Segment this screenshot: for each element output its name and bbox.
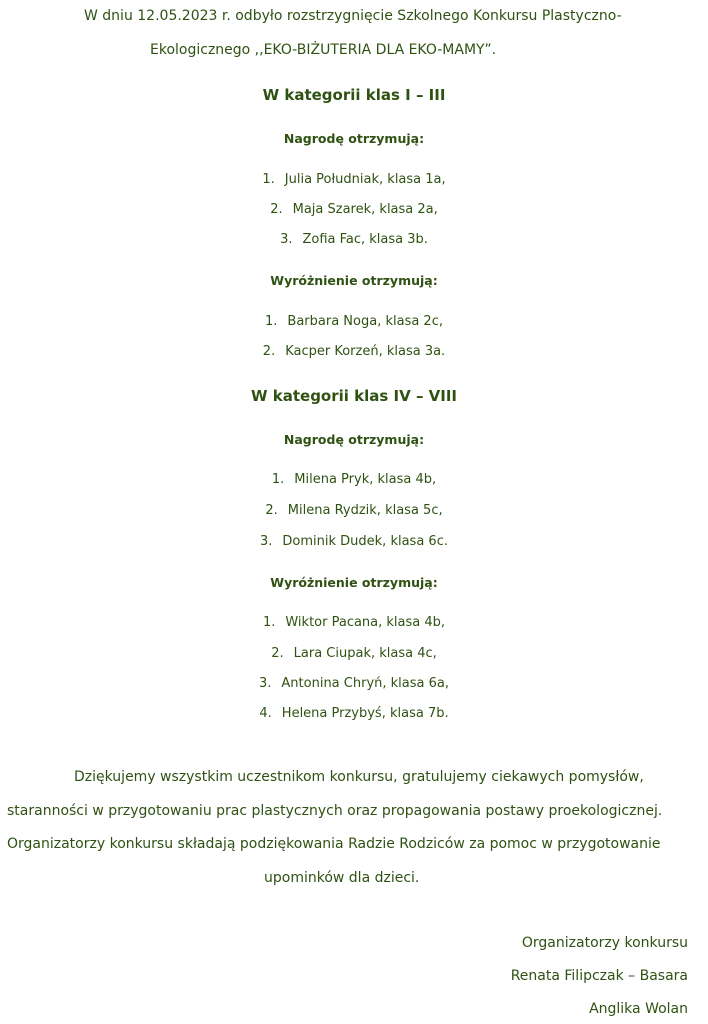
list-text: Zofia Fac, klasa 3b. [302,232,428,247]
category-1-honors-heading: Wyróżnienie otrzymują: [270,273,438,288]
list-number: 1. [262,615,276,630]
intro-line-1: W dniu 12.05.2023 r. odbyło rozstrzygnięcie Szkolnego Konkursu Plastyczno- [84,8,622,24]
list-item [0,646,708,661]
list-text: Barbara Noga, klasa 2c, [287,314,443,329]
signature-heading: Organizatorzy konkursu [521,935,688,951]
thanks-line-3: Organizatorzy konkursu składają podziękowania Radzie Rodziców za pomoc w przygotowanie [7,836,661,852]
category-1-title: W kategorii klas I – III [262,86,446,104]
thanks-line-4: upominków dla dzieci. [264,870,420,886]
list-text: Maja Szarek, klasa 2a, [292,202,438,217]
list-text: Antonina Chryń, klasa 6a, [281,676,449,691]
list-text: Wiktor Pacana, klasa 4b, [285,615,446,630]
list-text: Milena Pryk, klasa 4b, [294,472,437,487]
list-text: Milena Rydzik, klasa 5c, [287,503,443,518]
list-item [0,344,708,359]
list-item [0,314,708,329]
list-number: 1. [262,172,275,187]
list-text: Helena Przybyś, klasa 7b. [281,706,449,721]
list-number: 3. [280,232,293,247]
category-2-prizes-heading: Nagrodę otrzymują: [283,432,425,447]
thanks-line-1: Dziękujemy wszystkim uczestnikom konkursu, gratulujemy ciekawych pomysłów, [74,769,644,785]
thanks-line-2: staranności w przygotowaniu prac plastycznych oraz propagowania postawy proekologicznej. [7,803,663,819]
list-item [0,534,708,549]
category-1-prizes-heading: Nagrodę otrzymują: [283,131,425,146]
list-number: 1. [265,314,278,329]
intro-line-2: Ekologicznego ,,EKO-BIŻUTERIA DLA EKO-MAMY”. [150,42,497,58]
list-item [0,172,708,187]
list-text: Dominik Dudek, klasa 6c. [282,534,448,549]
list-number: 1. [271,472,285,487]
list-number: 3. [260,534,273,549]
list-number: 2. [262,344,276,359]
list-number: 4. [259,706,272,721]
list-item [0,232,708,247]
list-item [0,202,708,217]
list-number: 2. [271,646,284,661]
list-text: Julia Południak, klasa 1a, [284,172,446,187]
list-item [0,472,708,487]
signature-name-2: Anglika Wolan [589,1001,688,1017]
category-2-title: W kategorii klas IV – VIII [250,387,458,405]
signature-name-1: Renata Filipczak – Basara [510,968,688,984]
list-item [0,615,708,630]
list-item [0,503,708,518]
list-text: Lara Ciupak, klasa 4c, [293,646,437,661]
list-number: 2. [270,202,283,217]
list-item [0,676,708,691]
list-item [0,706,708,721]
list-number: 3. [259,676,272,691]
category-2-honors-heading: Wyróżnienie otrzymują: [270,575,438,590]
list-text: Kacper Korzeń, klasa 3a. [285,344,446,359]
list-number: 2. [265,503,278,518]
